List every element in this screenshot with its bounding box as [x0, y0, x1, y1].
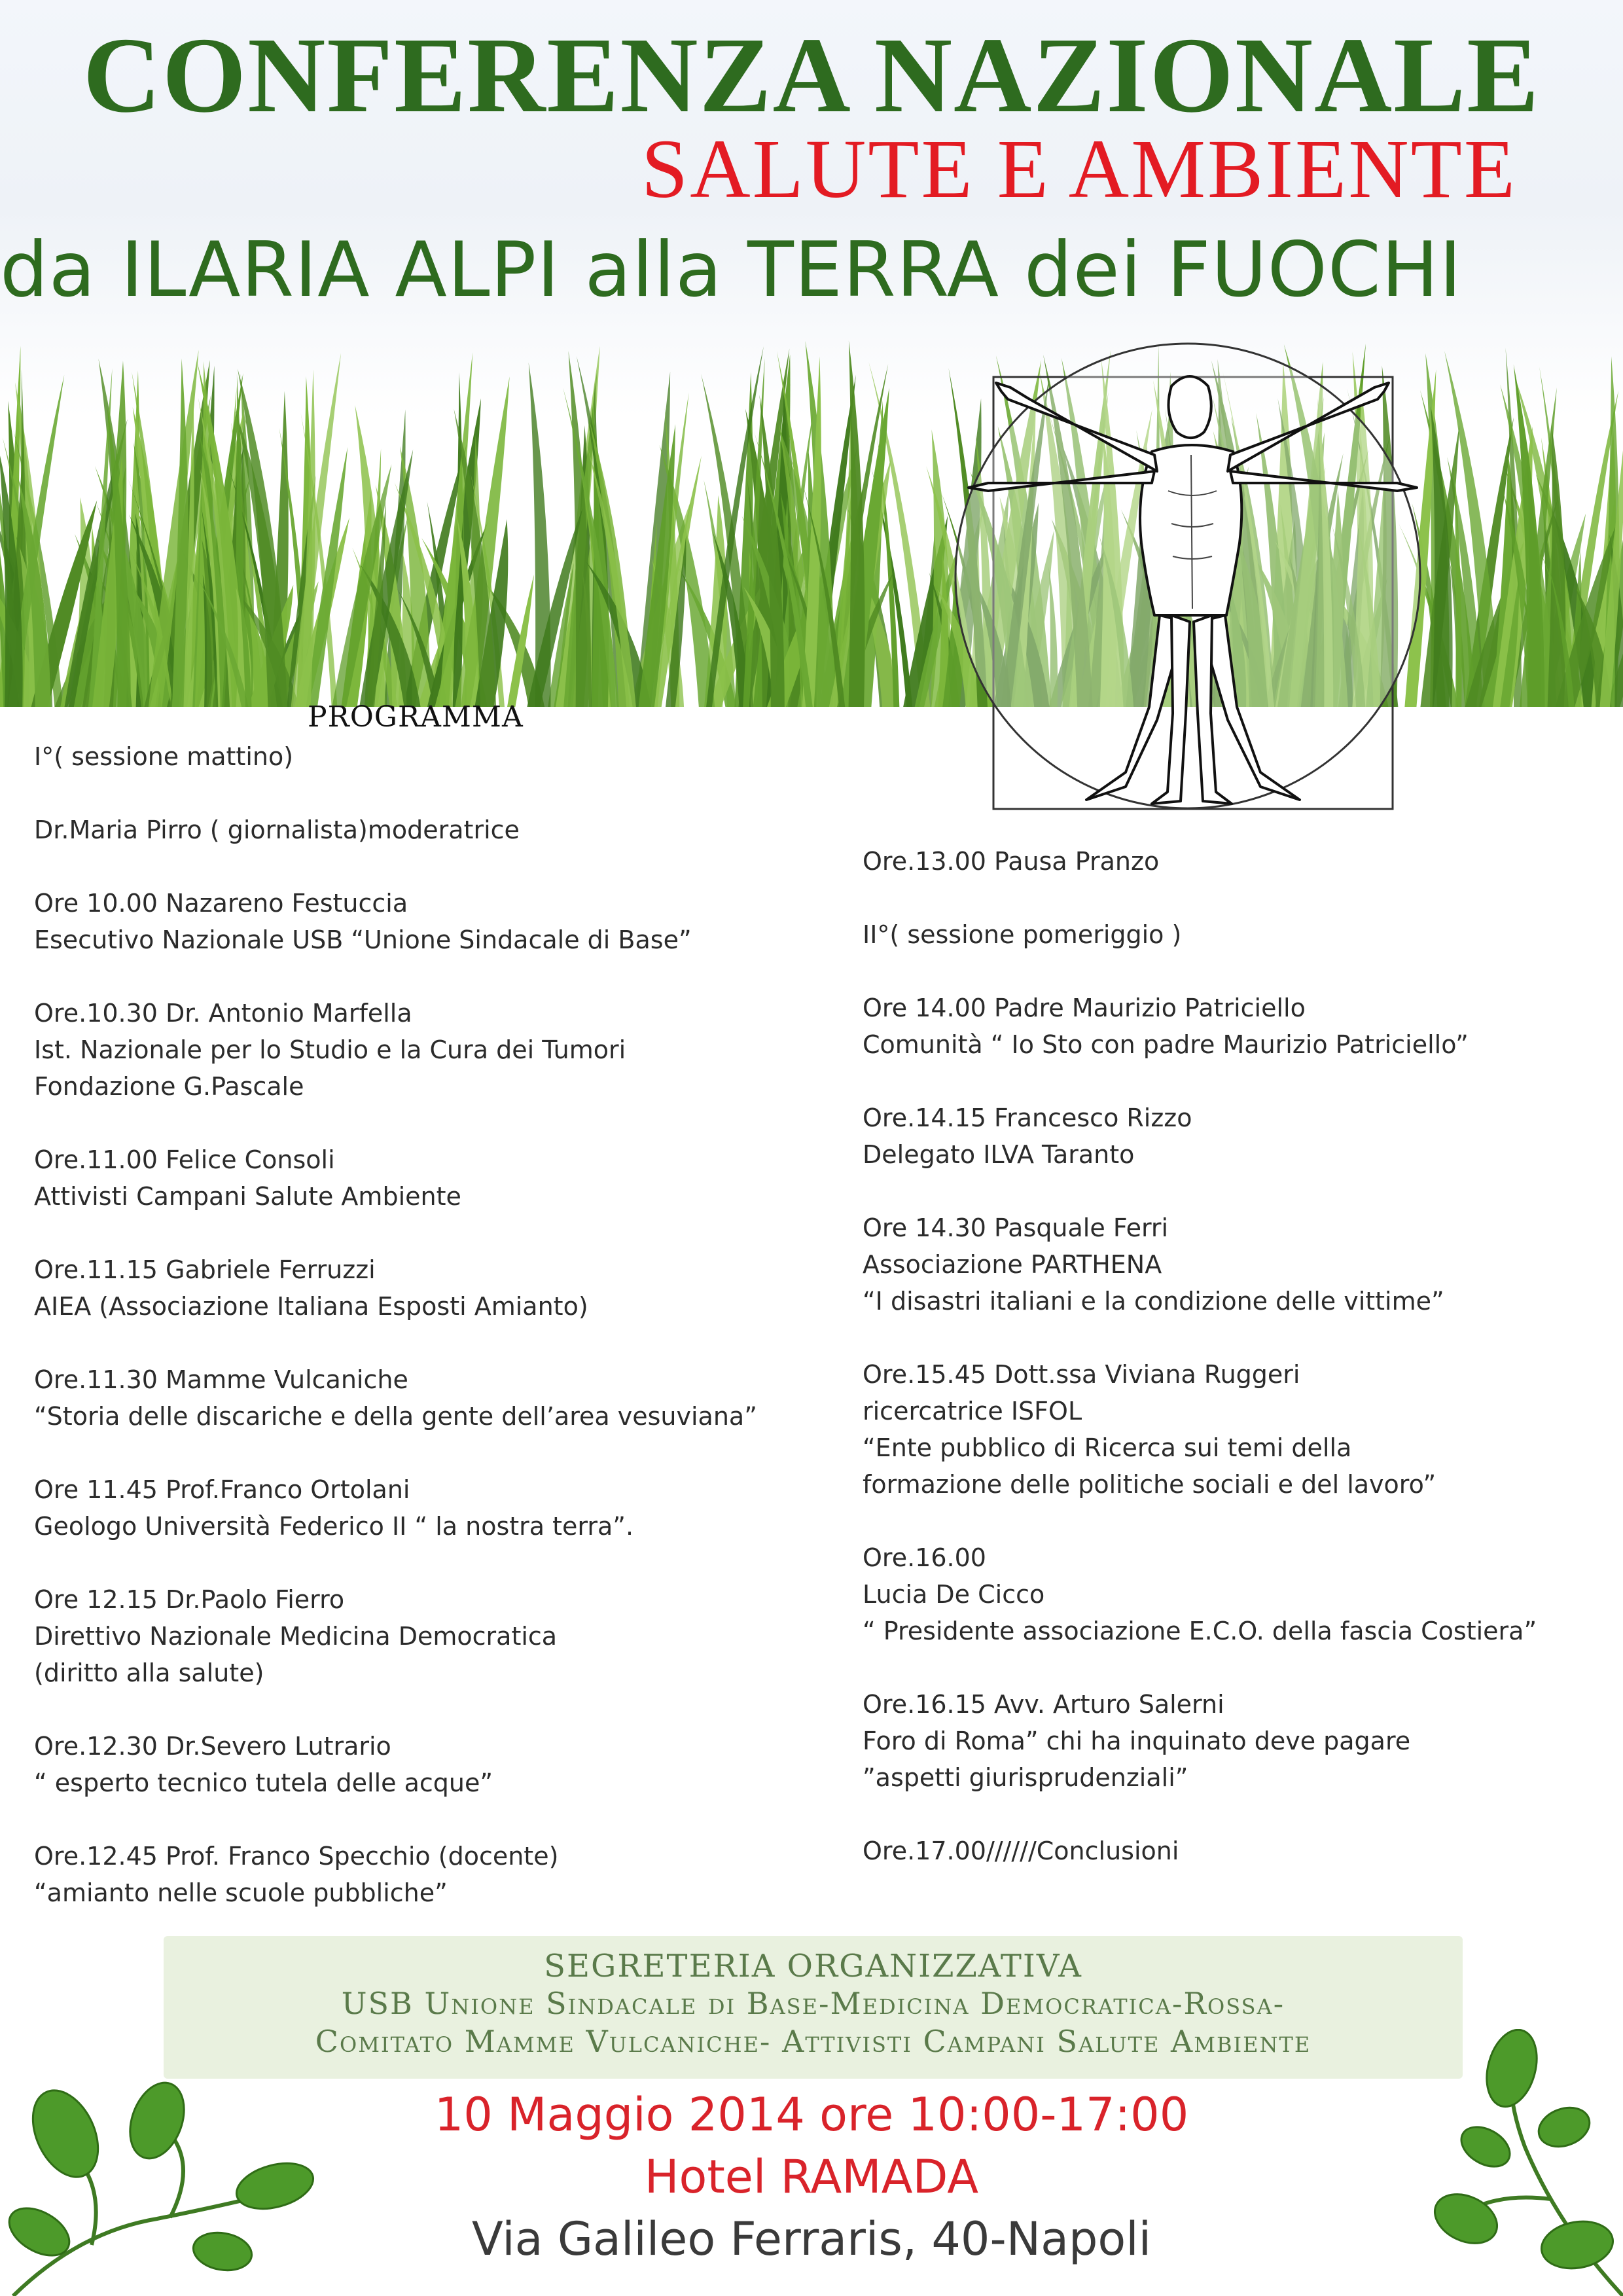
program-heading: PROGRAMMA [308, 700, 524, 734]
spacer [34, 958, 757, 995]
program-entry-detail: Comunità “ Io Sto con padre Maurizio Patriciello” [863, 1030, 1469, 1059]
program-entry-detail: ricercatrice ISFOL [863, 1397, 1082, 1426]
program-entry-heading: Ore.12.45 Prof. Franco Specchio (docente) [34, 1842, 559, 1871]
program-entry-heading: Ore 11.45 Prof.Franco Ortolani [34, 1475, 410, 1504]
program-entry-heading: I°( sessione mattino) [34, 742, 294, 771]
secretariat-box [164, 1936, 1463, 2079]
program-entry-detail: “Storia delle discariche e della gente dell’area vesuviana” [34, 1402, 757, 1431]
spacer [863, 1649, 1537, 1686]
program-morning-column [34, 738, 757, 1911]
program-entry-heading: Ore.16.15 Avv. Arturo Salerni [863, 1690, 1224, 1719]
program-entry-heading: Ore.10.30 Dr. Antonio Marfella [34, 999, 412, 1028]
spacer [863, 1319, 1537, 1356]
program-entry-detail: (diritto alla salute) [34, 1659, 264, 1687]
program-entry-heading: Ore.12.30 Dr.Severo Lutrario [34, 1732, 391, 1761]
spacer [34, 1105, 757, 1141]
event-address: Via Galileo Ferraris, 40-Napoli [471, 2212, 1152, 2266]
grass-blade [849, 340, 865, 707]
conference-title: CONFERENZA NAZIONALE [82, 15, 1541, 135]
program-entry-detail: Esecutivo Nazionale USB “Unione Sindacale di Base” [34, 925, 692, 954]
spacer [34, 1691, 757, 1728]
program-entry-detail: “ esperto tecnico tutela delle acque” [34, 1768, 493, 1797]
spacer [863, 1063, 1537, 1100]
program-entry-detail: “amianto nelle scuole pubbliche” [34, 1878, 448, 1907]
secretariat-line-2: Comitato Mamme Vulcaniche- Attivisti Campani Salute Ambiente [315, 2024, 1311, 2059]
program-entry-detail: ”aspetti giurisprudenziali” [863, 1763, 1188, 1792]
program-entry-detail: “ Presidente associazione E.C.O. della fascia Costiera” [863, 1617, 1537, 1645]
program-entry-heading: Ore 10.00 Nazareno Festuccia [34, 889, 408, 918]
spacer [34, 1545, 757, 1581]
spacer [34, 848, 757, 885]
program-entry-heading: Ore 14.00 Padre Maurizio Patriciello [863, 994, 1306, 1022]
spacer [863, 953, 1537, 990]
secretariat-line-1: USB Unione Sindacale di Base-Medicina Democratica-Rossa- [341, 1986, 1285, 2021]
program-entry-heading: II°( sessione pomeriggio ) [863, 920, 1182, 949]
program-entry-detail: Attivisti Campani Salute Ambiente [34, 1182, 461, 1211]
program-entry-heading: Ore.15.45 Dott.ssa Viviana Ruggeri [863, 1360, 1300, 1389]
program-entry-heading: Ore 12.15 Dr.Paolo Fierro [34, 1585, 345, 1614]
spacer [863, 1503, 1537, 1539]
program-entry-heading: Ore.14.15 Francesco Rizzo [863, 1103, 1192, 1132]
spacer [34, 1215, 757, 1251]
program-entry-heading: Ore.16.00 [863, 1543, 986, 1572]
spacer [863, 1796, 1537, 1833]
grass-blade [529, 363, 551, 707]
program-entry-detail: formazione delle politiche sociali e del lavoro” [863, 1470, 1436, 1499]
program-entry-detail: AIEA (Associazione Italiana Esposti Amianto) [34, 1292, 588, 1321]
program-entry-heading: Dr.Maria Pirro ( giornalista)moderatrice [34, 816, 520, 844]
program-afternoon-column [863, 843, 1537, 1869]
program-entry-detail: Foro di Roma” chi ha inquinato deve pagare [863, 1727, 1411, 1755]
spacer [34, 1435, 757, 1471]
spacer [34, 775, 757, 812]
program-entry-detail: “I disastri italiani e la condizione delle vittime” [863, 1287, 1444, 1316]
spacer [863, 1173, 1537, 1210]
program-entry-heading: Ore.13.00 Pausa Pranzo [863, 847, 1160, 876]
program-entry-detail: Ist. Nazionale per lo Studio e la Cura dei Tumori [34, 1035, 626, 1064]
program-entry-detail: Lucia De Cicco [863, 1580, 1045, 1609]
spacer [34, 1801, 757, 1838]
spacer [863, 880, 1537, 916]
program-entry-heading: Ore 14.30 Pasquale Ferri [863, 1213, 1169, 1242]
program-entry-detail: Delegato ILVA Taranto [863, 1140, 1135, 1169]
program-entry-detail: Direttivo Nazionale Medicina Democratica [34, 1622, 558, 1651]
conference-subtitle: SALUTE E AMBIENTE [641, 122, 1517, 215]
program-entry-heading: Ore.17.00//////Conclusioni [863, 1837, 1179, 1865]
program-entry-detail: Geologo Università Federico II “ la nostra terra”. [34, 1512, 634, 1541]
program-entry-detail: “Ente pubblico di Ricerca sui temi della [863, 1433, 1352, 1462]
secretariat-heading: SEGRETERIA ORGANIZZATIVA [544, 1948, 1082, 1984]
vitruvian-man-illustration [929, 314, 1453, 818]
event-date: 10 Maggio 2014 ore 10:00-17:00 [434, 2088, 1189, 2142]
program-entry-detail: Fondazione G.Pascale [34, 1072, 304, 1101]
program-entry-heading: Ore.11.00 Felice Consoli [34, 1145, 335, 1174]
program-entry-heading: Ore.11.15 Gabriele Ferruzzi [34, 1255, 376, 1284]
conference-tagline: da ILARIA ALPI alla TERRA dei FUOCHI [0, 226, 1463, 314]
program-entry-heading: Ore.11.30 Mamme Vulcaniche [34, 1365, 408, 1394]
spacer [34, 1325, 757, 1361]
program-entry-detail: Associazione PARTHENA [863, 1250, 1162, 1279]
event-venue: Hotel RAMADA [644, 2150, 979, 2204]
